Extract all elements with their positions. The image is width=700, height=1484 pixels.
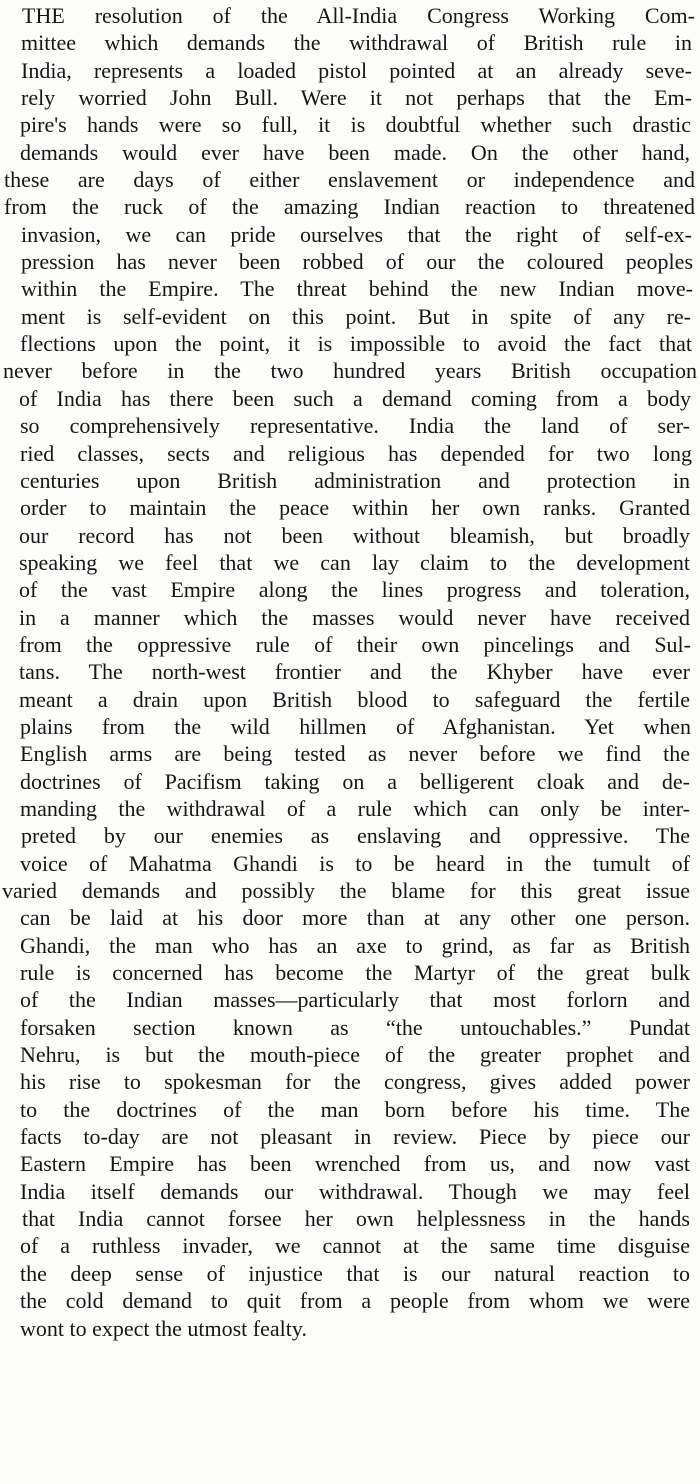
article-line: so comprehensively representative. India the land of ser- [20,413,690,439]
article-line: Nehru, is but the mouth-piece of the greater prophet and [20,1042,690,1068]
article-line: forsaken section known as “the untouchables.” Pundat [20,1014,690,1040]
article-line: facts to-day are not pleasant in review. Piece by piece our [20,1124,690,1150]
article-line: demands would ever have been made. On the other hand, [20,139,690,165]
article-line: that India cannot forsee her own helplessness in the hands [22,1206,690,1232]
article-line: within the Empire. The threat behind the new Indian move- [21,276,693,302]
article-line: rely worried John Bull. Were it not perhaps that the Em- [21,85,692,111]
article-line: rule is concerned has become the Martyr of the great bulk [20,960,690,986]
article-line: our record has not been without bleamish, but broadly [19,522,690,548]
article-line: tans. The north-west frontier and the Khyber have ever [19,659,690,685]
article-line: from the ruck of the amazing Indian reaction to threatened [4,194,695,220]
article-line: these are days of either enslavement or independence and [4,167,695,193]
article-line: pression has never been robbed of our the coloured peoples [21,249,693,275]
article-line: from the oppressive rule of their own pincelings and Sul- [19,631,691,657]
article-line: the deep sense of injustice that is our natural reaction to [20,1260,690,1286]
article-line: in a manner which the masses would never have received [19,604,690,630]
article-line: can be laid at his door more than at any other one person. [20,905,690,931]
article-line: the cold demand to quit from a people from whom we were [20,1288,690,1314]
article-line: varied demands and possibly the blame for this great issue [2,878,690,903]
article-body [0,2,700,1342]
article-line: India itself demands our withdrawal. Though we may feel [20,1178,690,1204]
article-line: flections upon the point, it is impossible to avoid the fact that [20,331,692,357]
article-line: voice of Mahatma Ghandi is to be heard in the tumult of [20,850,690,876]
article-line: of the vast Empire along the lines progress and toleration, [19,577,690,603]
article-line: doctrines of Pacifism taking on a belligerent cloak and de- [20,768,690,794]
article-line: plains from the wild hillmen of Afghanistan. Yet when [20,713,691,739]
article-line: manding the withdrawal of a rule which can only be inter- [20,795,690,821]
article-line: pire's hands were so full, it is doubtful whether such drastic [20,112,691,138]
article-line: to the doctrines of the man born before his time. The [20,1096,690,1122]
article-line: his rise to spokesman for the congress, gives added power [20,1069,690,1095]
article-line: India, represents a loaded pistol pointed at an already seve- [21,57,692,83]
article-line: wont to expect the utmost fealty. [20,1315,307,1341]
article-line: invasion, we can pride ourselves that the right of self-ex- [21,221,692,247]
article-line: of India has there been such a demand coming from a body [19,385,691,411]
article-line: ment is self-evident on this point. But in spite of any re- [21,303,691,329]
article-line: order to maintain the peace within her own ranks. Granted [20,495,690,521]
article-line: English arms are being tested as never before we find the [20,741,690,767]
article-line: Ghandi, the man who has an axe to grind, as far as British [20,932,690,958]
article-line: of a ruthless invader, we cannot at the same time disguise [20,1233,690,1259]
article-line: meant a drain upon British blood to safeguard the fertile [19,686,690,712]
article-line: centuries upon British administration and protection in [20,467,690,493]
article-line: never before in the two hundred years British occupation [3,358,697,384]
article-line: of the Indian masses—particularly that most forlorn and [20,987,690,1013]
article-line: mittee which demands the withdrawal of British rule in [21,30,692,56]
article-line: Eastern Empire has been wrenched from us, and now vast [20,1151,690,1177]
article-line: THE resolution of the All-India Congress Working Com- [22,3,695,28]
article-line: preted by our enemies as enslaving and oppressive. The [21,823,690,849]
article-line: speaking we feel that we can lay claim to the development [19,549,690,575]
article-line: ried classes, sects and religious has depended for two long [20,440,692,466]
